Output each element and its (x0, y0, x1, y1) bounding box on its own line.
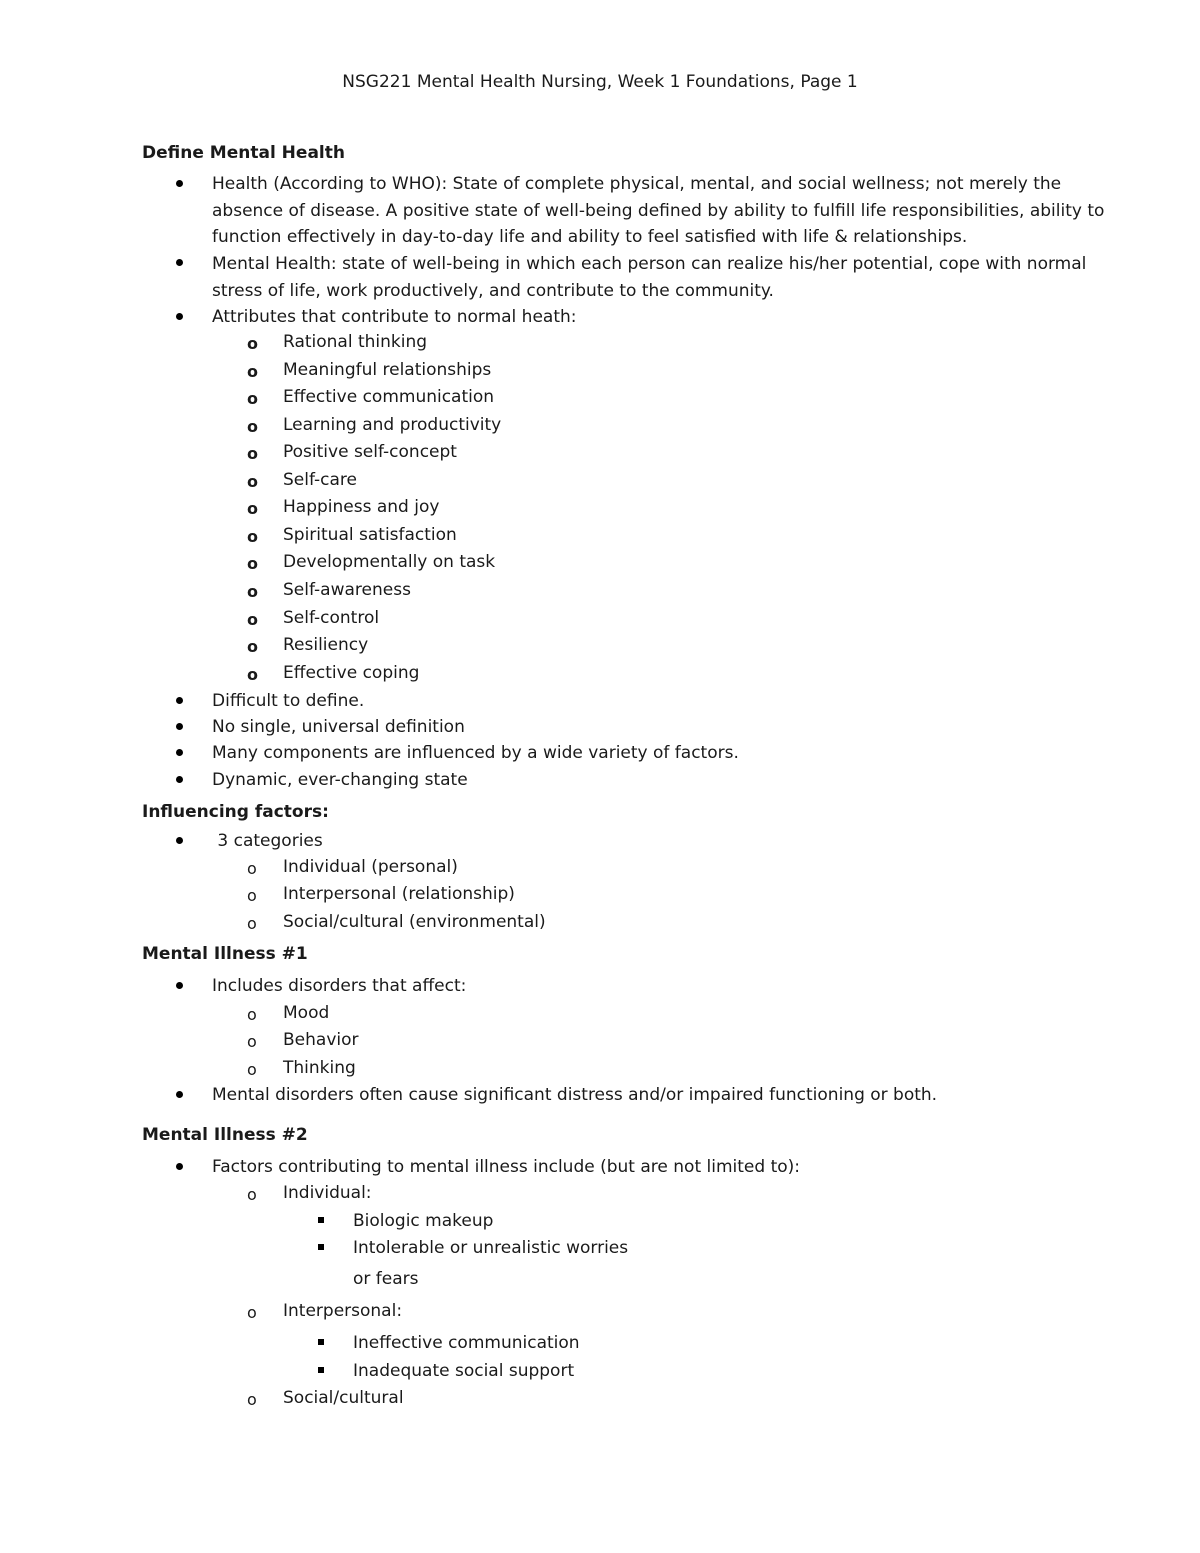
bullet-text-cont: stress of life, work productively, and contribute to the community. (212, 281, 774, 301)
section-heading-define-mental-health: Define Mental Health (142, 143, 345, 163)
bullet-text: 3 categories (212, 831, 323, 851)
section-heading-influencing-factors: Influencing factors: (142, 802, 329, 822)
bullet-dot (176, 1091, 183, 1098)
sub-list-item: Spiritual satisfaction (283, 525, 457, 545)
bullet-text: Many components are influenced by a wide variety of factors. (212, 743, 739, 763)
sub-list-item: Self-awareness (283, 580, 411, 600)
sub-list-item: Learning and productivity (283, 415, 502, 435)
sub-bullet-o: o (247, 1185, 257, 1204)
sub-bullet-o: o (247, 472, 258, 491)
sub-bullet-o: o (247, 417, 258, 436)
sub-bullet-o: o (247, 1005, 257, 1024)
bullet-dot (176, 749, 183, 756)
sub-bullet-o: o (247, 610, 258, 629)
sub-sub-list-item: Ineffective communication (353, 1333, 580, 1353)
sub-list-item: Interpersonal (relationship) (283, 884, 515, 904)
sub-list-item: Happiness and joy (283, 497, 440, 517)
bullet-text: Includes disorders that affect: (212, 976, 467, 996)
sub-list-item: Self-care (283, 470, 358, 490)
sub-list-item: Effective communication (283, 387, 495, 407)
sub-list-item: Positive self-concept (283, 442, 457, 462)
section-heading-mental-illness-2: Mental Illness #2 (142, 1125, 308, 1145)
bullet-text: Factors contributing to mental illness include (but are not limited to): (212, 1157, 800, 1177)
sub-list-item: Self-control (283, 608, 380, 628)
bullet-dot (176, 180, 183, 187)
bullet-dot (176, 837, 183, 844)
sub-bullet-o: o (247, 582, 258, 601)
sub-bullet-o: o (247, 389, 258, 408)
bullet-text: Difficult to define. (212, 691, 365, 711)
bullet-text: Mental Health: state of well-being in which each person can realize his/her potential, cope with normal (212, 254, 1087, 274)
bullet-text: Dynamic, ever-changing state (212, 770, 468, 790)
bullet-text: Health (According to WHO): State of complete physical, mental, and social wellness; not merely the (212, 174, 1062, 194)
page-header: NSG221 Mental Health Nursing, Week 1 Foundations, Page 1 (342, 72, 858, 92)
bullet-text: No single, universal definition (212, 717, 465, 737)
bullet-dot (176, 697, 183, 704)
sub-sub-list-item-cont: or fears (353, 1269, 419, 1289)
sub-bullet-o: o (247, 665, 258, 684)
bullet-dot (176, 313, 183, 320)
sub-bullet-o: o (247, 527, 258, 546)
sub-bullet-o: o (247, 499, 258, 518)
sub-list-item: Developmentally on task (283, 552, 496, 572)
bullet-text-cont: absence of disease. A positive state of well-being defined by ability to fulfill life responsibilities, ability to (212, 201, 1105, 221)
sub-sub-list-item: Inadequate social support (353, 1361, 575, 1381)
sub-list-item: Resiliency (283, 635, 369, 655)
sub-bullet-o: o (247, 554, 258, 573)
sub-list-item: Behavior (283, 1030, 359, 1050)
sub-list-item: Meaningful relationships (283, 360, 492, 380)
bullet-dot (176, 1163, 183, 1170)
sub-bullet-o: o (247, 334, 258, 353)
sub-bullet-o: o (247, 1032, 257, 1051)
bullet-text: Mental disorders often cause significant distress and/or impaired functioning or both. (212, 1085, 938, 1105)
sub-bullet-o: o (247, 886, 257, 905)
bullet-text-cont: function effectively in day-to-day life and ability to feel satisfied with life & relationships. (212, 227, 968, 247)
bullet-dot (176, 776, 183, 783)
sub-sub-bullet-square (318, 1339, 324, 1345)
sub-list-item: Social/cultural (283, 1388, 404, 1408)
sub-bullet-o: o (247, 859, 257, 878)
sub-list-item: Individual: (283, 1183, 372, 1203)
sub-bullet-o: o (247, 1060, 257, 1079)
bullet-text: Attributes that contribute to normal heath: (212, 307, 577, 327)
sub-sub-list-item: Intolerable or unrealistic worries (353, 1238, 629, 1258)
sub-list-item: Mood (283, 1003, 330, 1023)
sub-bullet-o: o (247, 914, 257, 933)
sub-list-item: Effective coping (283, 663, 420, 683)
sub-list-item: Individual (personal) (283, 857, 458, 877)
sub-bullet-o: o (247, 637, 258, 656)
section-heading-mental-illness-1: Mental Illness #1 (142, 944, 308, 964)
sub-bullet-o: o (247, 362, 258, 381)
sub-list-item: Social/cultural (environmental) (283, 912, 546, 932)
sub-sub-bullet-square (318, 1217, 324, 1223)
sub-bullet-o: o (247, 1390, 257, 1409)
sub-sub-bullet-square (318, 1244, 324, 1250)
sub-list-item: Interpersonal: (283, 1301, 403, 1321)
sub-bullet-o: o (247, 1303, 257, 1322)
bullet-dot (176, 259, 183, 266)
sub-bullet-o: o (247, 444, 258, 463)
sub-list-item: Thinking (283, 1058, 356, 1078)
sub-sub-bullet-square (318, 1367, 324, 1373)
bullet-dot (176, 723, 183, 730)
sub-sub-list-item: Biologic makeup (353, 1211, 494, 1231)
sub-list-item: Rational thinking (283, 332, 428, 352)
bullet-dot (176, 982, 183, 989)
